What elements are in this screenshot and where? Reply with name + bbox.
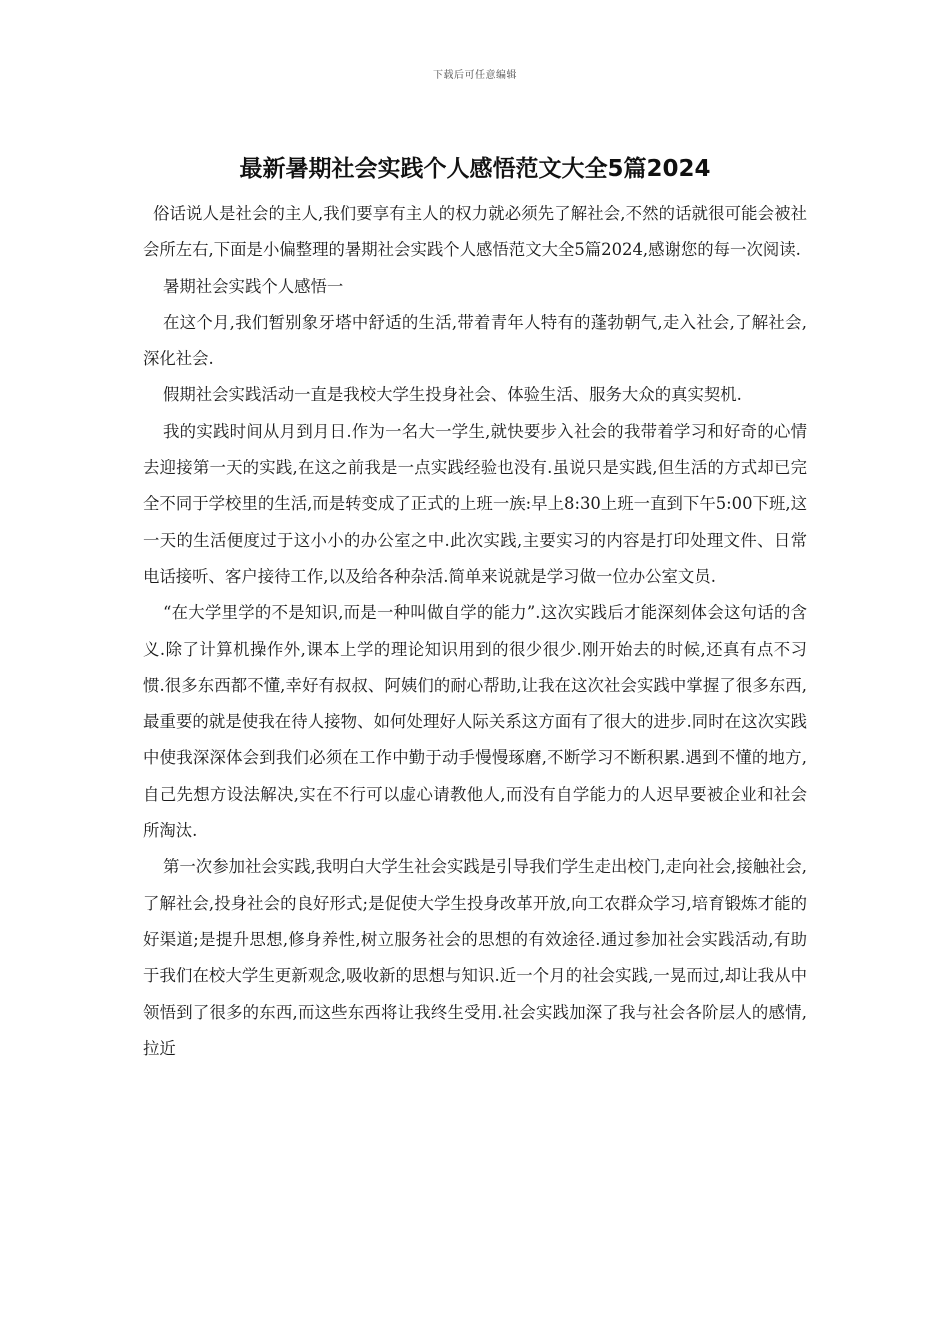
body-paragraph: “在大学里学的不是知识,而是一种叫做自学的能力”.这次实践后才能深刻体会这句话的含义.除了计算机操作外,课本上学的理论知识用到的很少很少.刚开始去的时候,还真有点不习惯.很多东西都不懂,幸好有叔叔、阿姨们的耐心帮助,让我在这次社会实践中掌握了很多东西,最重要的就是使我在待人接物、如何处理好人际关系这方面有了很大的进步.同时在这次实践中使我深深体会到我们必须在工作中勤于动手慢慢琢磨,不断学习不断积累.遇到不懂的地方,自己先想方设法解决,实在不行可以虚心请教他人,而没有自学能力的人迟早要被企业和社会所淘汰. — [143, 603, 807, 841]
header-note: 下载后可任意编辑 — [433, 70, 517, 81]
body-paragraph: 我的实践时间从月到月日.作为一名大一学生,就快要步入社会的我带着学习和好奇的心情去迎接第一天的实践,在这之前我是一点实践经验也没有.虽说只是实践,但生活的方式却已完全不同于学校里的生活,而是转变成了正式的上班一族:早上8:30上班一直到下午5:00下班,这一天的生活便度过于这小小的办公室之中.此次实践,主要实习的内容是打印处理文件、日常电话接听、客户接待工作,以及给各种杂活.简单来说就是学习做一位办公室文员. — [143, 421, 807, 586]
document-body — [143, 196, 807, 1067]
body-paragraph: 第一次参加社会实践,我明白大学生社会实践是引导我们学生走出校门,走向社会,接触社会,了解社会,投身社会的良好形式;是促使大学生投身改革开放,向工农群众学习,培育锻炼才能的好渠道;是提升思想,修身养性,树立服务社会的思想的有效途径.通过参加社会实践活动,有助于我们在校大学生更新观念,吸收新的思想与知识.近一个月的社会实践,一晃而过,却让我从中领悟到了很多的东西,而这些东西将让我终生受用.社会实践加深了我与社会各阶层人的感情,拉近 — [143, 857, 807, 1058]
section-heading: 暑期社会实践个人感悟一 — [163, 276, 344, 296]
intro-paragraph: 俗话说人是社会的主人,我们要享有主人的权力就必须先了解社会,不然的话就很可能会被社会所左右,下面是小偏整理的暑期社会实践个人感悟范文大全5篇2024,感谢您的每一次阅读. — [143, 204, 807, 260]
document-title: 最新暑期社会实践个人感悟范文大全5篇2024 — [239, 156, 711, 182]
body-paragraph: 假期社会实践活动一直是我校大学生投身社会、体验生活、服务大众的真实契机. — [163, 385, 742, 405]
body-paragraph: 在这个月,我们暂别象牙塔中舒适的生活,带着青年人特有的蓬勃朝气,走入社会,了解社会,深化社会. — [143, 312, 807, 369]
